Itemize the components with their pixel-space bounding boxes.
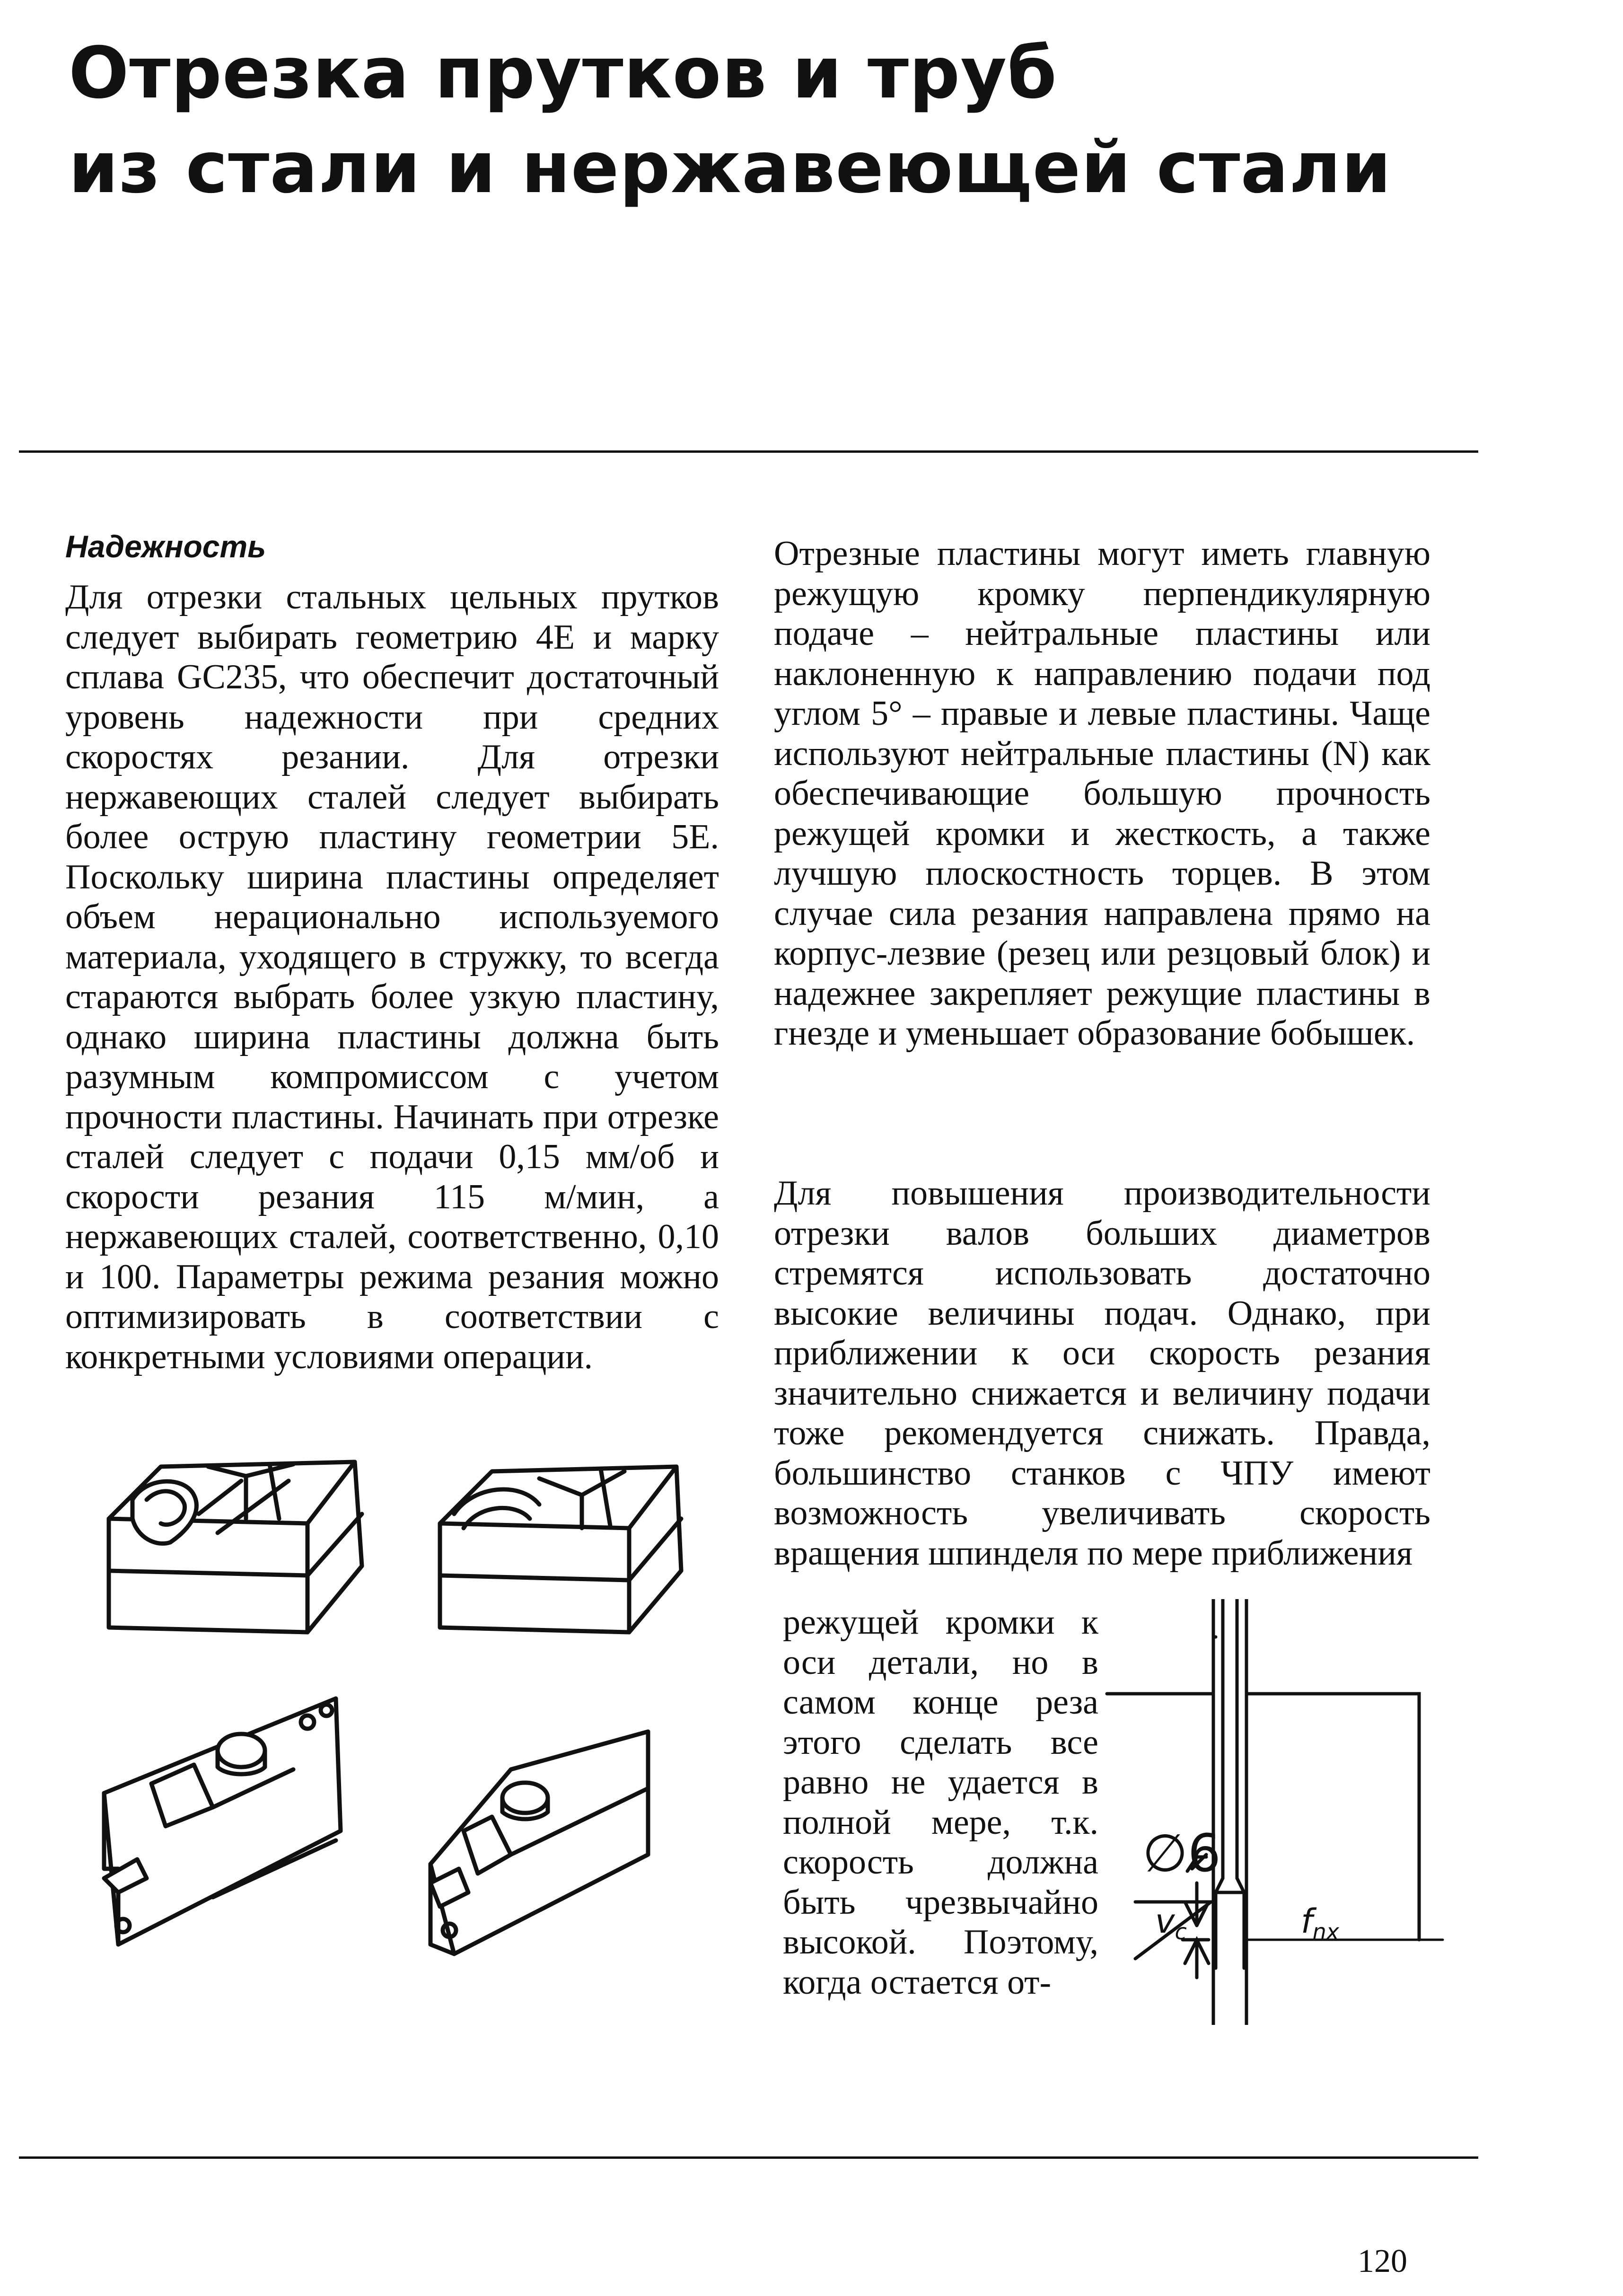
blade-holder-illustration-2 [421,1722,667,1959]
feed-label: $f_{nx}$ [1301,1902,1340,1944]
right-column-paragraph-2: Для повышения производительности отрезки валов больших диаметров стремятся использовать достаточно высокие величины подач. Однако, при приближении к оси скорость резания значительно снижается и величину подачи тоже рекомендуется снижать. Правда, большинство станков с ЧПУ имеют возможность увеличивать скорость вращения шпинделя по мере приближения [774,1174,1430,1573]
blade-holder-illustration-1 [90,1689,355,1959]
cutting-diagram [1088,1599,1448,2025]
page-title-line-2: из стали и нержавеющей стали [69,127,1392,209]
left-column-paragraph: Для отрезки стальных цельных прутков следует выбирать геометрию 4E и марку сплава GC235, что обеспечит достаточный уровень надежности при средних скоростях резании. Для отрезки нержавеющих сталей следует выбирать более острую пластину геометрии 5E. Поскольку ширина пластины определяет объем нерационально используемого материала, уходящего в стружку, то всегда стараются выбрать более узкую пластину, однако ширина пластины должна быть разумным компромиссом с учетом прочности пластины. Начинать при отрезке сталей следует с подачи 0,15 мм/об и скорости резания 115 м/мин, а нержавеющих сталей, соответственно, 0,10 и 100. Параметры режима резания можно оптимизировать в соответствии с конкретными условиями операции. [65,578,719,1376]
top-divider [19,450,1478,453]
diameter-label: ∅6 [1142,1823,1221,1883]
right-column-paragraph-1: Отрезные пластины могут иметь главную режущую кромку перпендикулярную подаче – нейтральные пластины или наклоненную к направлению подачи под углом 5° – правые и левые пластины. Чаще используют нейтральные пластины (N) как обеспечивающие большую прочность режущей кромки и жесткость, а также лучшую плоскостность торцев. В этом случае сила резания направлена прямо на корпус-лезвие (резец или резцовый блок) и надежнее закрепляет режущие пластины в гнезде и уменьшает образование бобышек. [774,534,1430,1053]
bottom-divider [19,2156,1478,2159]
page-title-line-1: Отрезка прутков и труб [69,32,1057,114]
insert-4e-illustration [90,1448,374,1651]
page-title [69,26,1535,215]
page-number: 120 [1358,2243,1407,2279]
section-heading: Надежность [65,529,266,564]
right-column-paragraph-2-continued: режущей кромки к оси детали, но в самом конце реза этого сделать все равно не удается в полной мере, т.к. скорость должна быть чрезвычайно высокой. Поэтому, когда остается от- [783,1603,1098,2002]
cutting-speed-label: $v_c$ [1155,1902,1187,1944]
insert-5e-illustration [426,1457,691,1651]
